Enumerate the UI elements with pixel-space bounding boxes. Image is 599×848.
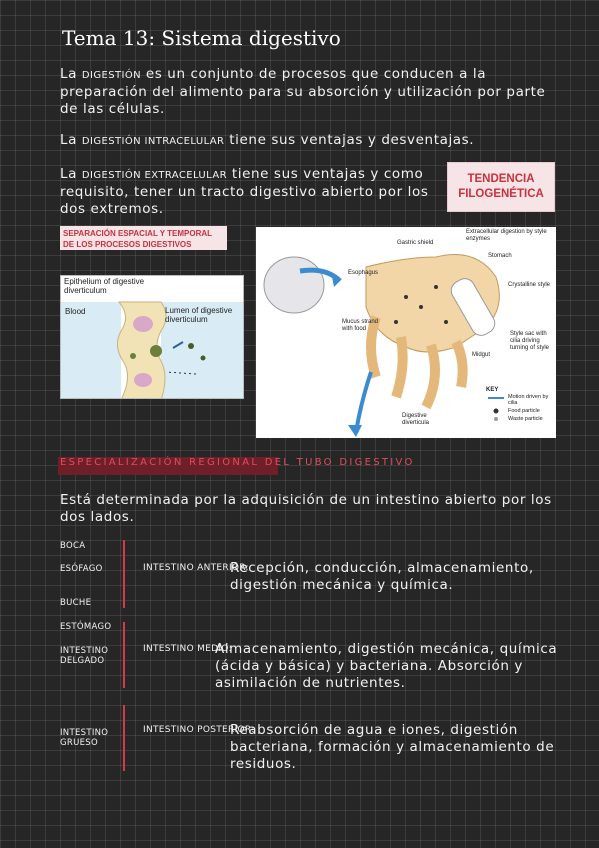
brace-anterior bbox=[123, 540, 131, 608]
organ-delgado: INTESTINO DELGADO bbox=[60, 646, 109, 666]
tendencia-tag: TENDENCIA FILOGENÉTICA bbox=[447, 162, 555, 212]
organ-estomago: ESTÓMAGO bbox=[60, 622, 112, 632]
blood-label: Blood bbox=[65, 307, 86, 316]
separacion-tag: SEPARACIÓN ESPACIAL Y TEMPORAL DE LOS PROCESOS DIGESTIVOS bbox=[60, 226, 227, 250]
paragraph-digestion bbox=[60, 66, 565, 118]
intestino-medio-text: Almacenamiento, digestión mecánica, química (ácida y básica) y bacteriana. Absorción y asimilación de nutrientes. bbox=[215, 641, 558, 691]
term-extracelular: DIGESTIÓN EXTRACELULAR bbox=[81, 170, 227, 181]
term-digestion: DIGESTIÓN bbox=[81, 70, 141, 81]
key-label: KEY bbox=[486, 387, 499, 393]
paragraph-intracelular bbox=[60, 132, 565, 150]
intestino-posterior-text: Reabsorción de agua e iones, digestión bacteriana, formación y almacenamiento de residuos. bbox=[230, 722, 555, 772]
brace-medio bbox=[123, 622, 131, 688]
intestino-anterior-text: Recepción, conducción, almacenamiento, digestión mecánica y química. bbox=[230, 560, 534, 593]
midgut-label: Midgut bbox=[472, 352, 491, 358]
extracellular-label: Extracellular digestion by style enzymes bbox=[466, 229, 547, 242]
para3-pre: La bbox=[60, 166, 82, 182]
crystalline-label: Crystalline style bbox=[508, 282, 551, 288]
key-food-label: Food particle bbox=[508, 408, 540, 414]
diverticula-label: Digestive diverticula bbox=[402, 413, 430, 426]
epithelium-label: Epithelium of digestive diverticulum bbox=[64, 277, 145, 295]
lumen-label: Lumen of digestive diverticulum bbox=[165, 306, 233, 324]
section-heading: ESPECIALIZACIÓN REGIONAL DEL TUBO DIGESTIVO bbox=[60, 457, 415, 468]
key-motion-label: Motion driven by cilia bbox=[508, 394, 549, 406]
mucus-label: Mucus strand with food bbox=[342, 319, 379, 332]
para2-post: tiene sus ventajas y desventajas. bbox=[224, 132, 475, 148]
para1-pre: La bbox=[60, 66, 82, 82]
paragraph-intestino: Está determinada por la adquisición de un intestino abierto por los dos lados. bbox=[60, 492, 552, 525]
paragraph-extracelular bbox=[60, 166, 430, 218]
brace-posterior bbox=[123, 705, 131, 771]
organ-esofago: ESÓFAGO bbox=[60, 564, 103, 574]
gastric-shield-label: Gastric shield bbox=[397, 240, 434, 246]
page-title: Tema 13: Sistema digestivo bbox=[62, 26, 341, 50]
term-intracelular: DIGESTIÓN INTRACELULAR bbox=[81, 136, 225, 147]
figure-epithelium bbox=[60, 275, 244, 399]
organ-boca: BOCA bbox=[60, 541, 86, 551]
para2-pre: La bbox=[60, 132, 82, 148]
intestino-posterior-label: INTESTINO POSTERIOR: bbox=[143, 725, 255, 735]
style-sac-label: Style sac with cilia driving turning of style bbox=[510, 331, 550, 351]
esophagus-label: Esophagus bbox=[348, 270, 379, 276]
key-waste-label: Waste particle bbox=[508, 416, 543, 422]
para3-post: tiene sus ventajas y como requisito, tener un tracto digestivo abierto por los dos extremos. bbox=[60, 166, 429, 217]
organ-grueso: INTESTINO GRUESO bbox=[60, 728, 109, 748]
figure-digestive-system bbox=[256, 227, 556, 438]
para1-post: es un conjunto de procesos que conducen a la preparación del alimento para su absorción y utilización por parte de las células. bbox=[60, 66, 546, 117]
stomach-label: Stomach bbox=[488, 253, 512, 259]
intestino-anterior-label: INTESTINO ANTERIOR: bbox=[143, 563, 249, 573]
intestino-medio-label: INTESTINO MEDIO: bbox=[143, 644, 232, 654]
organ-buche: BUCHE bbox=[60, 598, 92, 608]
